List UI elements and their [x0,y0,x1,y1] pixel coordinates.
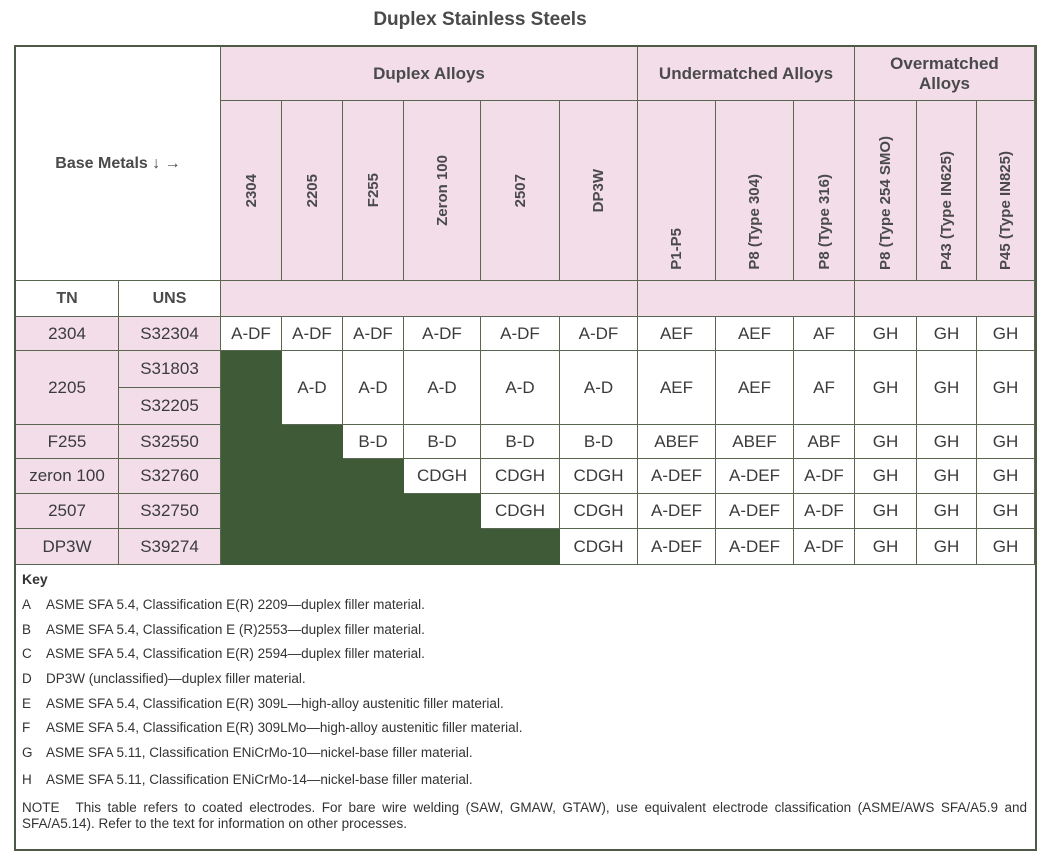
filler-code-cell-text: ABEF [654,431,699,451]
filler-code-cell-text: B-D [358,431,388,451]
filler-code-cell [560,494,638,529]
uns-cell [119,351,221,388]
filler-code-cell-text: A-DEF [651,466,702,485]
filler-code-cell-text: GH [992,466,1019,485]
not-applicable-cell [221,351,282,425]
key-item-code: H [22,772,32,787]
filler-code-cell-text: GH [872,536,899,556]
filler-code-cell-text: A-DF [804,536,844,556]
key-heading: Key [22,571,48,587]
filler-code-cell-text: GH [872,323,899,343]
tn-cell-text: 2304 [48,323,86,343]
key-item [22,671,306,686]
filler-code-cell-text: GH [992,323,1019,343]
key-item-text: ASME SFA 5.4, Classification E(R) 2209—duplex filler material. [46,597,425,612]
filler-code-cell-text: A-DEF [651,501,702,520]
uns-cell-text: S39274 [140,536,199,556]
key-item [22,772,473,787]
filler-code-cell [560,459,638,494]
uns-cell-text: S32750 [140,501,199,520]
filler-code-cell [481,459,560,494]
column-header-1 [282,101,343,281]
filler-code-cell-text: GH [872,431,899,451]
filler-code-cell [794,317,855,351]
column-header-label: F255 [364,173,382,208]
filler-code-cell-text: GH [872,501,899,520]
filler-code-cell-text: GH [933,323,960,343]
key-item-text: ASME SFA 5.4, Classification E(R) 309L—high-alloy austenitic filler material. [46,696,504,711]
filler-code-cell [716,494,794,529]
key-item [22,646,425,661]
column-header-label: P43 (Type IN625) [938,151,955,270]
filler-code-cell-text: A-DF [292,323,332,343]
filler-code-cell [917,317,977,351]
key-item-code: E [22,696,32,711]
filler-code-cell [977,317,1035,351]
column-header-6 [638,101,716,281]
note [22,800,1027,832]
filler-code-cell-text: GH [872,466,899,485]
filler-code-cell-text: CDGH [494,466,546,485]
key-item-text: ASME SFA 5.4, Classification E (R)2553—duplex filler material. [46,622,425,637]
tn-cell [16,459,119,494]
filler-code-cell-text: GH [992,431,1019,451]
column-header-label: P1-P5 [668,228,685,270]
filler-code-cell [282,351,343,425]
not-applicable-cell [343,494,404,529]
uns-cell-text: S32304 [140,323,199,343]
filler-code-cell [343,317,404,351]
column-header-label: Zeron 100 [433,155,451,226]
filler-code-cell-text: GH [933,466,960,485]
filler-code-cell-text: A-D [358,377,388,397]
key-item-code: F [22,720,31,735]
group-header-0 [221,47,638,101]
filler-code-cell [481,425,560,459]
filler-code-cell-text: ABEF [732,431,777,451]
column-header-label: 2507 [511,173,529,208]
column-header-label: 2205 [303,173,321,208]
tn-cell [16,317,119,351]
group-header-0-text: Duplex Alloys [373,63,485,83]
filler-code-cell-text: CDGH [494,501,546,520]
column-header-label: P8 (Type 304) [746,174,763,270]
filler-code-cell-text: GH [933,377,960,397]
tn-cell [16,425,119,459]
not-applicable-cell [282,494,343,529]
filler-code-cell-text: GH [933,501,960,520]
key-item [22,745,473,760]
key-item [22,720,522,735]
key-item-text: ASME SFA 5.11, Classification ENiCrMo-10—nickel-base filler material. [46,745,473,760]
filler-code-cell-text: A-DF [500,323,540,343]
filler-code-cell-text: A-DF [804,466,844,485]
filler-code-cell [977,425,1035,459]
filler-code-cell [404,317,481,351]
filler-code-cell [716,351,794,425]
filler-code-cell [560,317,638,351]
filler-code-cell [917,529,977,565]
filler-code-cell-text: GH [992,377,1019,397]
filler-code-cell [716,425,794,459]
group-header-1 [638,47,855,101]
filler-code-cell-text: CDGH [573,466,624,485]
filler-code-cell [977,351,1035,425]
filler-code-cell-text: A-DF [804,501,844,520]
filler-code-cell [917,494,977,529]
tn-header [16,281,119,317]
filler-code-cell-text: A-DEF [729,501,780,520]
column-header-label: P8 (Type 254 SMO) [877,136,894,270]
filler-code-cell [855,529,917,565]
filler-code-cell-text: A-D [427,377,457,397]
column-header-label: 2304 [242,173,260,208]
filler-code-cell [716,459,794,494]
not-applicable-cell [282,459,343,494]
filler-code-cell [855,351,917,425]
filler-code-cell-text: B-D [583,431,614,451]
not-applicable-cell [221,425,282,459]
not-applicable-cell [404,494,481,529]
filler-code-cell [404,425,481,459]
column-header-2 [343,101,404,281]
column-header-4 [481,101,560,281]
key-item-text: ASME SFA 5.11, Classification ENiCrMo-14—nickel-base filler material. [46,772,473,787]
filler-code-cell-text: A-DEF [729,466,780,485]
key-item-code: C [22,646,32,661]
filler-code-cell-text: AF [813,377,835,397]
filler-code-cell [560,529,638,565]
filler-code-cell [855,317,917,351]
filler-code-cell-text: A-DF [422,323,462,343]
subheader-band-1 [638,281,855,317]
filler-code-cell [917,351,977,425]
filler-code-cell [560,425,638,459]
filler-code-cell [404,351,481,425]
filler-code-cell-text: ABF [807,431,841,451]
tn-cell-text: zeron 100 [29,466,105,485]
filler-code-cell [794,529,855,565]
filler-code-cell-text: A-DF [578,323,619,343]
filler-code-cell [855,459,917,494]
column-header-label: P45 (Type IN825) [997,151,1014,270]
tn-header-text: TN [56,289,78,307]
filler-code-cell-text: B-D [505,431,535,451]
filler-code-cell-text: CDGH [416,466,468,485]
filler-code-cell-text: AEF [737,323,772,343]
uns-cell [119,494,221,529]
filler-code-cell-text: GH [992,501,1019,520]
key-item-text: ASME SFA 5.4, Classification E(R) 309LMo—high-alloy austenitic filler material. [46,720,523,735]
uns-header-text: UNS [152,289,187,307]
filler-code-cell [855,425,917,459]
filler-code-cell [977,459,1035,494]
uns-cell [119,459,221,494]
subheader-band-0 [221,281,638,317]
filler-code-cell [560,351,638,425]
column-header-10 [917,101,977,281]
tn-cell [16,494,119,529]
filler-code-cell [282,317,343,351]
base-metals-header-text: Base Metals ↓ → [55,154,181,172]
filler-code-cell [855,494,917,529]
not-applicable-cell [343,459,404,494]
column-header-0 [221,101,282,281]
key-item-code: G [22,745,33,760]
filler-code-cell [794,459,855,494]
uns-cell [119,529,221,565]
not-applicable-cell [282,425,343,459]
tn-cell [16,351,119,425]
filler-code-cell [917,459,977,494]
tn-cell [16,529,119,565]
column-header-5 [560,101,638,281]
filler-code-cell-text: AEF [659,323,694,343]
filler-code-cell-text: A-D [583,377,614,397]
filler-code-cell [638,529,716,565]
group-header-1-text: Undermatched Alloys [658,63,834,83]
uns-cell [119,317,221,351]
filler-code-cell-text: A-DEF [729,536,780,556]
key-item [22,597,425,612]
filler-code-cell-text: AEF [659,377,694,397]
uns-cell [119,425,221,459]
column-header-8 [794,101,855,281]
filler-code-cell [977,494,1035,529]
column-header-3 [404,101,481,281]
group-header-2-text: Overmatched Alloys [890,53,999,93]
uns-cell-text: S31803 [140,359,199,378]
not-applicable-cell [404,529,481,565]
filler-code-cell-text: A-DF [231,323,271,343]
filler-code-cell [481,494,560,529]
filler-code-cell [716,317,794,351]
filler-code-cell-text: A-D [505,377,535,397]
filler-code-cell [977,529,1035,565]
not-applicable-cell [221,494,282,529]
filler-code-cell-text: A-D [297,377,327,397]
filler-code-cell-text: AEF [737,377,772,397]
filler-code-cell-text: GH [872,377,899,397]
uns-cell [119,388,221,425]
key-item-code: A [22,597,32,612]
filler-code-cell-text: CDGH [573,501,624,520]
filler-code-cell [638,317,716,351]
not-applicable-cell [282,529,343,565]
column-header-7 [716,101,794,281]
tn-cell-text: F255 [47,431,87,451]
key-item-code: D [22,671,32,686]
filler-code-cell [638,494,716,529]
filler-code-cell [481,317,560,351]
key-item-code: B [22,622,32,637]
column-header-label: P8 (Type 316) [815,174,833,270]
tn-cell-text: 2205 [48,377,86,397]
key-item [22,696,504,711]
base-metals-header [16,47,221,281]
not-applicable-cell [221,529,282,565]
filler-code-cell [404,459,481,494]
tn-cell-text: DP3W [42,536,92,556]
not-applicable-cell [221,459,282,494]
column-header-9 [855,101,917,281]
filler-code-cell [794,425,855,459]
filler-code-cell [343,425,404,459]
uns-cell-text: S32205 [140,396,199,415]
filler-code-cell-text: GH [933,431,960,451]
filler-code-cell [716,529,794,565]
column-header-11 [977,101,1035,281]
filler-code-cell [794,494,855,529]
uns-header [119,281,221,317]
page-title: Duplex Stainless Steels [373,9,587,30]
filler-code-cell [638,425,716,459]
filler-code-cell [638,459,716,494]
filler-code-cell-text: A-DEF [651,536,702,556]
filler-code-cell-text: A-DF [353,323,393,343]
filler-code-cell [481,351,560,425]
group-header-2 [855,47,1035,101]
uns-cell-text: S32760 [140,466,199,485]
filler-code-cell-text: B-D [427,431,457,451]
note-text: This table refers to coated electrodes. For bare wire welding (SAW, GMAW, GTAW), use equivalent electrode classification (ASME/AWS SFA/A5.9 and SFA/A5.14). Refer to the text for information on other processes. [22,800,1027,831]
filler-code-cell [917,425,977,459]
key-item-text: ASME SFA 5.4, Classification E(R) 2594—duplex filler material. [46,646,425,661]
filler-code-cell [794,351,855,425]
filler-code-cell-text: CDGH [573,536,624,556]
filler-code-cell [221,317,282,351]
column-header-label: DP3W [590,168,607,213]
filler-code-cell-text: GH [933,536,960,556]
uns-cell-text: S32550 [140,431,199,451]
filler-code-cell-text: GH [992,536,1019,556]
subheader-band-2 [855,281,1035,317]
not-applicable-cell [343,529,404,565]
key-item [22,622,425,637]
filler-code-cell [638,351,716,425]
note-label: NOTE [22,800,60,815]
filler-code-cell [343,351,404,425]
not-applicable-cell [481,529,560,565]
key-item-text: DP3W (unclassified)—duplex filler material. [46,671,306,686]
tn-cell-text: 2507 [48,501,86,520]
filler-code-cell-text: AF [813,323,835,343]
